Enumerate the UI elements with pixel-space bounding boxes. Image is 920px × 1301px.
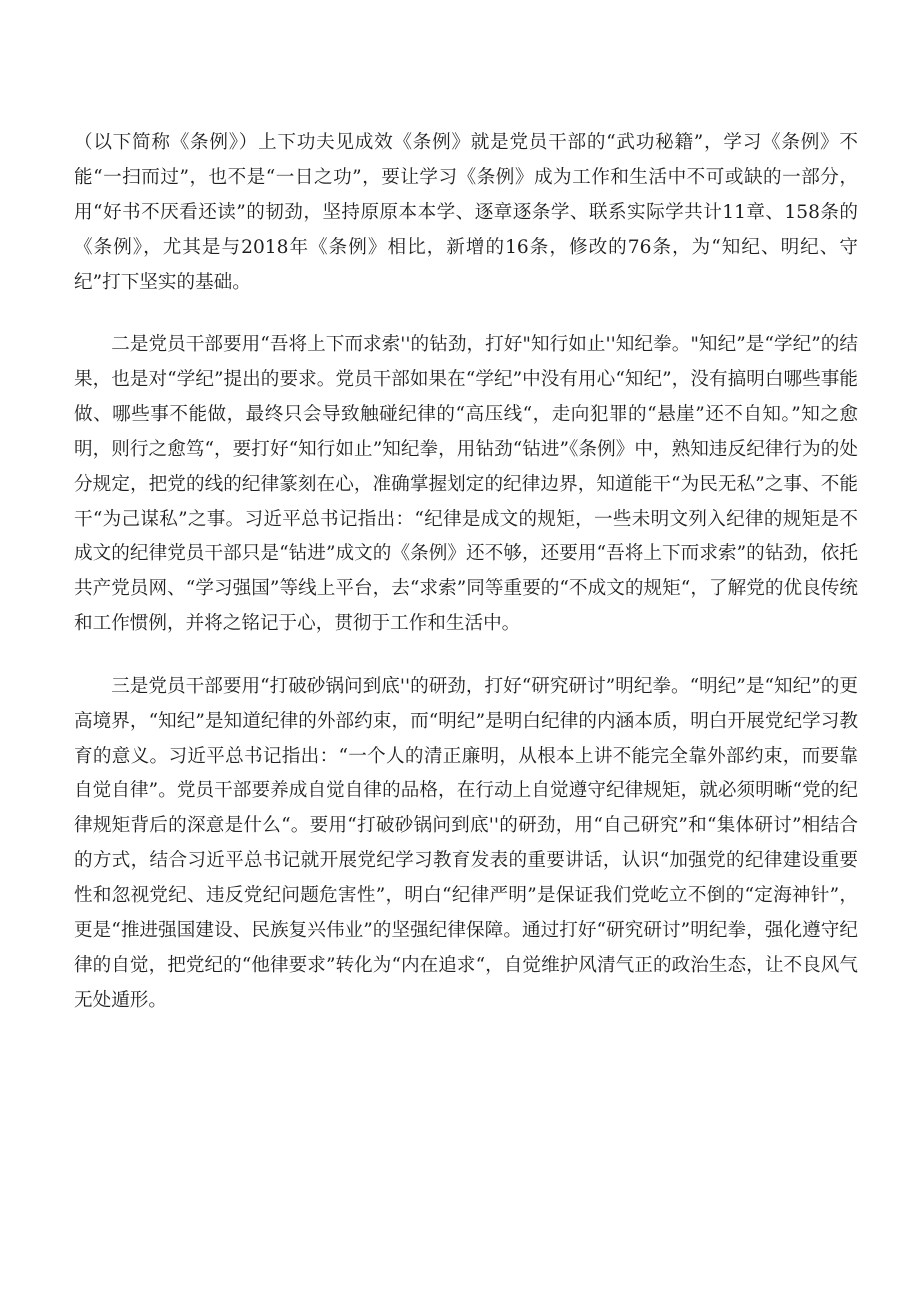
paragraph-ming-ji: 三是党员干部要用“打破砂锅问到底''的研劲，打好“研究研讨”明纪拳。“明纪”是“知纪”的更高境界，“知纪”是知道纪律的外部约束，而“明纪”是明白纪律的内涵本质，明白开展党纪学习教育的意义。习近平总书记指出：“一个人的清正廉明，从根本上讲不能完全靠外部约束，而要靠自觉自律”。党员干部要养成自觉自律的品格，在行动上自觉遵守纪律规矩，就必须明晰“党的纪律规矩背后的深意是什么“。要用“打破砂锅问到底''的研劲，用“自己研究”和“集体研讨”相结合的方式，结合习近平总书记就开展党纪学习教育发表的重要讲话，认识“加强党的纪律建设重要性和忽视党纪、违反党纪问题危害性”，明白“纪律严明”是保证我们党屹立不倒的“定海神针”，更是“推进强国建设、民族复兴伟业”的坚强纪律保障。通过打好“研究研讨”明纪拳，强化遵守纪律的自觉，把党纪的“他律要求”转化为“内在追求“，自觉维护风清气正的政治生态，让不良风气无处遁形。 bbox=[74, 675, 858, 1011]
document-body bbox=[74, 126, 858, 1019]
paragraph-zhi-ji: 二是党员干部要用“吾将上下而求索''的钻劲，打好"知行如止''知纪拳。"知纪”是“学纪”的结果，也是对“学纪”提出的要求。党员干部如果在“学纪”中没有用心“知纪”，没有搞明白哪些事能做、哪些事不能做，最终只会导致触碰纪律的“高压线“，走向犯罪的“悬崖”还不自知。”知之愈明，则行之愈笃“，要打好“知行如止”知纪拳，用钻劲“钻进”《条例》中，熟知违反纪律行为的处分规定，把党的线的纪律篆刻在心，准确掌握划定的纪律边界，知道能干“为民无私”之事、不能干“为己谋私”之事。习近平总书记指出：“纪律是成文的规矩，一些未明文列入纪律的规矩是不成文的纪律党员干部只是“钻进”成文的《条例》还不够，还要用“吾将上下而求索”的钻劲，依托共产党员网、“学习强国”等线上平台，去“求索”同等重要的“不成文的规矩“，了解党的优良传统和工作惯例，并将之铭记于心，贯彻于工作和生活中。 bbox=[74, 334, 858, 635]
paragraph-continuation: （以下简称《条例》）上下功夫见成效《条例》就是党员干部的“武功秘籍”，学习《条例》不能“一扫而过”，也不是“一日之功”，要让学习《条例》成为工作和生活中不可或缺的一部分，用“好书不厌看还读”的韧劲，坚持原原本本学、逐章逐条学、联系实际学共计11章、158条的《条例》，尤其是与2018年《条例》相比，新增的16条，修改的76条，为“知纪、明纪、守纪”打下坚实的基础。 bbox=[74, 132, 858, 293]
